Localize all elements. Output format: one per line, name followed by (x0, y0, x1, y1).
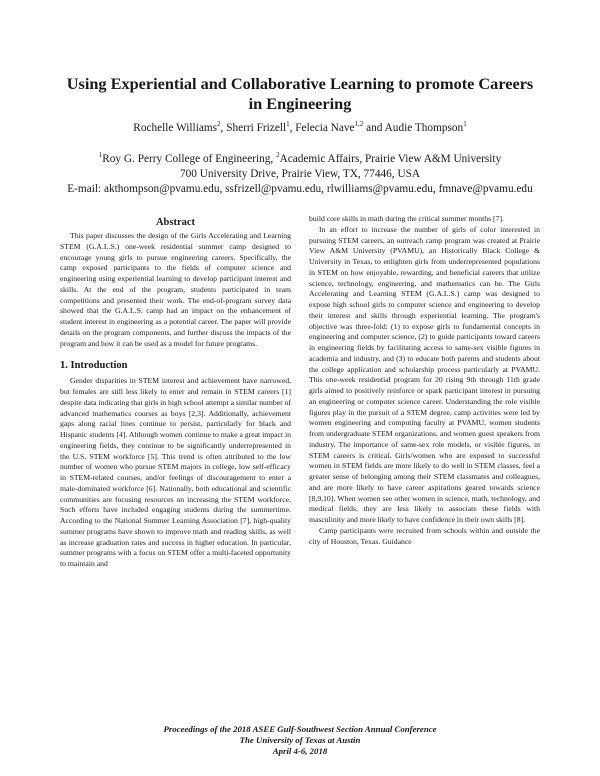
affiliation-org: Roy G. Perry College of Engineering, (102, 153, 277, 165)
author-separator: and (363, 122, 385, 134)
abstract-heading: Abstract (155, 217, 196, 228)
body-paragraph: Camp participants were recruited from schools within and outside the city of Houston, Texas. Guidance (309, 525, 540, 546)
affiliation-line (20, 152, 580, 167)
author-affiliation-mark: 1 (286, 120, 290, 129)
footer-line: The University of Texas at Austin (239, 735, 361, 745)
conference-footer (60, 724, 540, 757)
affiliation-mark: 2 (276, 151, 280, 160)
abstract-text: This paper discusses the design of the Girls Accelerating and Learning STEM (G.A.L.S.) one-week residential summer camp designed to encourage young girls to pursue engineering careers. Specifically, the camp exposed participants to the fields of computer science and engineering using experiential learning to develop participant interest and skills. At the end of the program, students participated in team competitions and presented their work. The end-of-program survey data showed that the G.A.L.S. camp had an impact on the enhancement of student interest in engineering as a potential career. The paper will provide details on the program components, and further discuss the impacts of the program and how it can be used as a model for future programs. (60, 231, 291, 348)
author-list (40, 121, 560, 135)
affiliation-address: 700 University Drive, Prairie View, TX, 77446, USA (179, 168, 421, 180)
footer-line: April 4-6, 2018 (272, 746, 328, 756)
author-affiliation-mark: 2 (217, 120, 221, 129)
author-separator: , (220, 122, 227, 134)
author-affiliation-mark: 1 (463, 120, 467, 129)
author-name: Sherri Frizell (226, 122, 287, 134)
body-paragraph: build core skills in math during the critical summer months [7]. (309, 214, 504, 223)
author-name: Rochelle Williams (133, 122, 218, 134)
paper-title: Using Experiential and Collaborative Learning to promote Careers in Engineering (66, 74, 534, 113)
section-heading: 1. Introduction (60, 360, 128, 372)
right-column (309, 214, 540, 547)
author-name: Audie Thompson (384, 122, 464, 134)
affiliation-block (20, 152, 580, 197)
author-affiliation-mark: 1,2 (354, 120, 364, 129)
author-separator: , (289, 122, 296, 134)
email-line: E-mail: akthompson@pvamu.edu, ssfrizell@pvamu.edu, rlwilliams@pvamu.edu, fmnave@pvamu.edu (67, 183, 533, 195)
author-name: Felecia Nave (295, 122, 355, 134)
affiliation-mark: 1 (98, 151, 103, 160)
body-paragraph: In an effort to increase the number of girls of color interested in pursuing STEM careers, an outreach camp program was created at Prairie View A&M University (PVAMU), an Historically Black College & University in Texas, to enlighten girls from underrepresented populations in STEM on how enjoyable, rewarding, and beneficial careers that utilize science, technology, engineering, and mathematics can be. The Girls Accelerating and Learning STEM (G.A.L.S.) camp was designed to expose high school girls to computer science and engineering to develop their interest and skills through experiential learning. The program's objective was three-fold: (1) to expose girls to fundamental concepts in engineering and computer science, (2) to guide participants toward careers in engineering fields by facilitating access to same-sex visible figures in academia and industry, and (3) to educate both parents and students about the college application and scholarship process particularly at PVAMU. This one-week residential program for 20 rising 9th through 11th grade girls aimed to positively reinforce or spark participant interest in pursuing an engineering or computer science career. Understanding the role visible figures play in the pursuit of a STEM degree, camp activities were led by women engineering and computing faculty at PVAMU, women students from undergraduate STEM organizations, and women guest speakers from industry. The importance of same-sex role models, or visible figures, in STEM careers is critical. Girls/women who are exposed to successful women in STEM fields are more likely to do well in STEM classes, feel a greater sense of belonging among their STEM classmates and colleagues, and are more likely to have career aspirations geared towards science [8,9,10]. When women see other women in science, math, technology, and medical fields, they are less likely to associate these fields with masculinity and more likely to have confidence in their own skills [8]. (309, 224, 540, 524)
body-paragraph: Gender disparities in STEM interest and achievement have narrowed, but females are still less likely to enter and remain in STEM careers [1] despite data indicating that girls in high school attempt a similar number of advanced mathematics courses as boys [2,3]. Additionally, achievement gaps along racial lines continue to persist, particularly for black and Hispanic students [4]. Although women continue to make a great impact in engineering fields, they continue to be significantly underrepresented in the U.S. STEM workforce [5]. This trend is often attributed to the low number of women who pursue STEM majors in college, low self-efficacy in STEM-related courses, and/or feelings of discouragement to enter a male-dominated workforce [6]. Nationally, both educational and scientific communities are focusing resources on increasing the STEM workforce. Such efforts have included engaging students during the summertime. According to the National Summer Learning Association [7], high-quality summer programs have shown to improve math and reading skills, as well as increase graduation rates and success in higher education. In particular, summer programs with a focus on STEM offer a multi-faceted opportunity to maintain and (60, 376, 292, 568)
affiliation-org: Academic Affairs, Prairie View A&M University (279, 153, 502, 165)
left-column (60, 216, 291, 570)
footer-line: Proceedings of the 2018 ASEE Gulf-Southwest Section Annual Conference (163, 724, 437, 734)
